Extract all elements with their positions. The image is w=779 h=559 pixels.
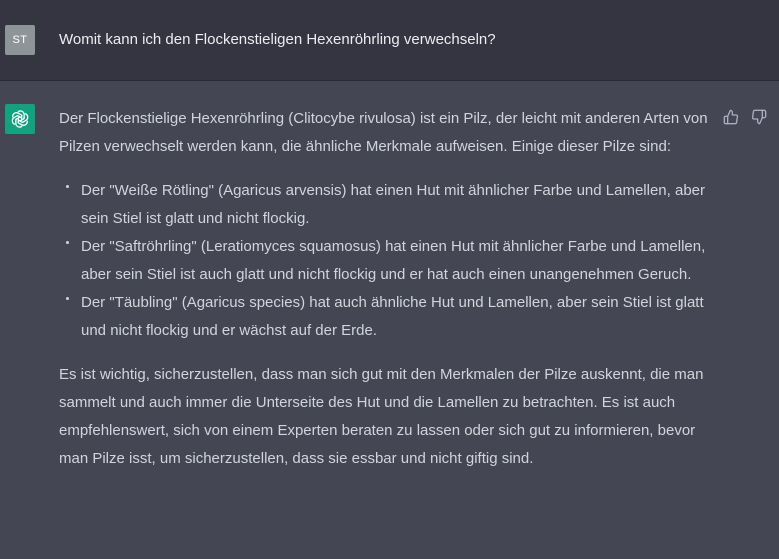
thumbs-up-icon[interactable] (722, 108, 740, 126)
list-item: Der "Weiße Rötling" (Agaricus arvensis) hat einen Hut mit ähnlicher Farbe und Lamellen, aber sein Stiel ist glatt und nicht flockig. (59, 177, 719, 233)
assistant-message-row (0, 81, 779, 559)
assistant-intro-paragraph: Der Flockenstielige Hexenröhrling (Clitocybe rivulosa) ist ein Pilz, der leicht mit anderen Arten von Pilzen verwechselt werden kann, die ähnliche Merkmale aufweisen. Einige dieser Pilze sind: (59, 110, 708, 155)
assistant-outro-paragraph: Es ist wichtig, sicherzustellen, dass man sich gut mit den Merkmalen der Pilze auskennt, die man sammelt und auch immer die Unterseite des Hut und die Lamellen zu betrachten. Es ist auch empfehlenswert, sich von einem Experten beraten zu lassen oder sich gut zu informieren, bevor man Pilze isst, um sicherzustellen, dass sie essbar und nicht giftig sind. (59, 366, 704, 467)
user-message-row (0, 0, 779, 81)
lookalike-list (59, 177, 719, 345)
list-item: Der "Saftröhrling" (Leratiomyces squamosus) hat einen Hut mit ähnlicher Farbe und Lamellen, aber sein Stiel ist auch glatt und nicht flockig und er hat auch einen unangenehmen Geruch. (59, 233, 719, 289)
user-message-text: Womit kann ich den Flockenstieligen Hexenröhrling verwechseln? (59, 31, 496, 48)
openai-logo-icon (5, 104, 35, 134)
thumbs-down-icon[interactable] (750, 108, 768, 126)
user-avatar: ST (5, 25, 35, 55)
list-item: Der "Täubling" (Agaricus species) hat auch ähnliche Hut und Lamellen, aber sein Stiel ist glatt und nicht flockig und er wächst auf der Erde. (59, 289, 719, 345)
assistant-message-text (59, 105, 719, 473)
